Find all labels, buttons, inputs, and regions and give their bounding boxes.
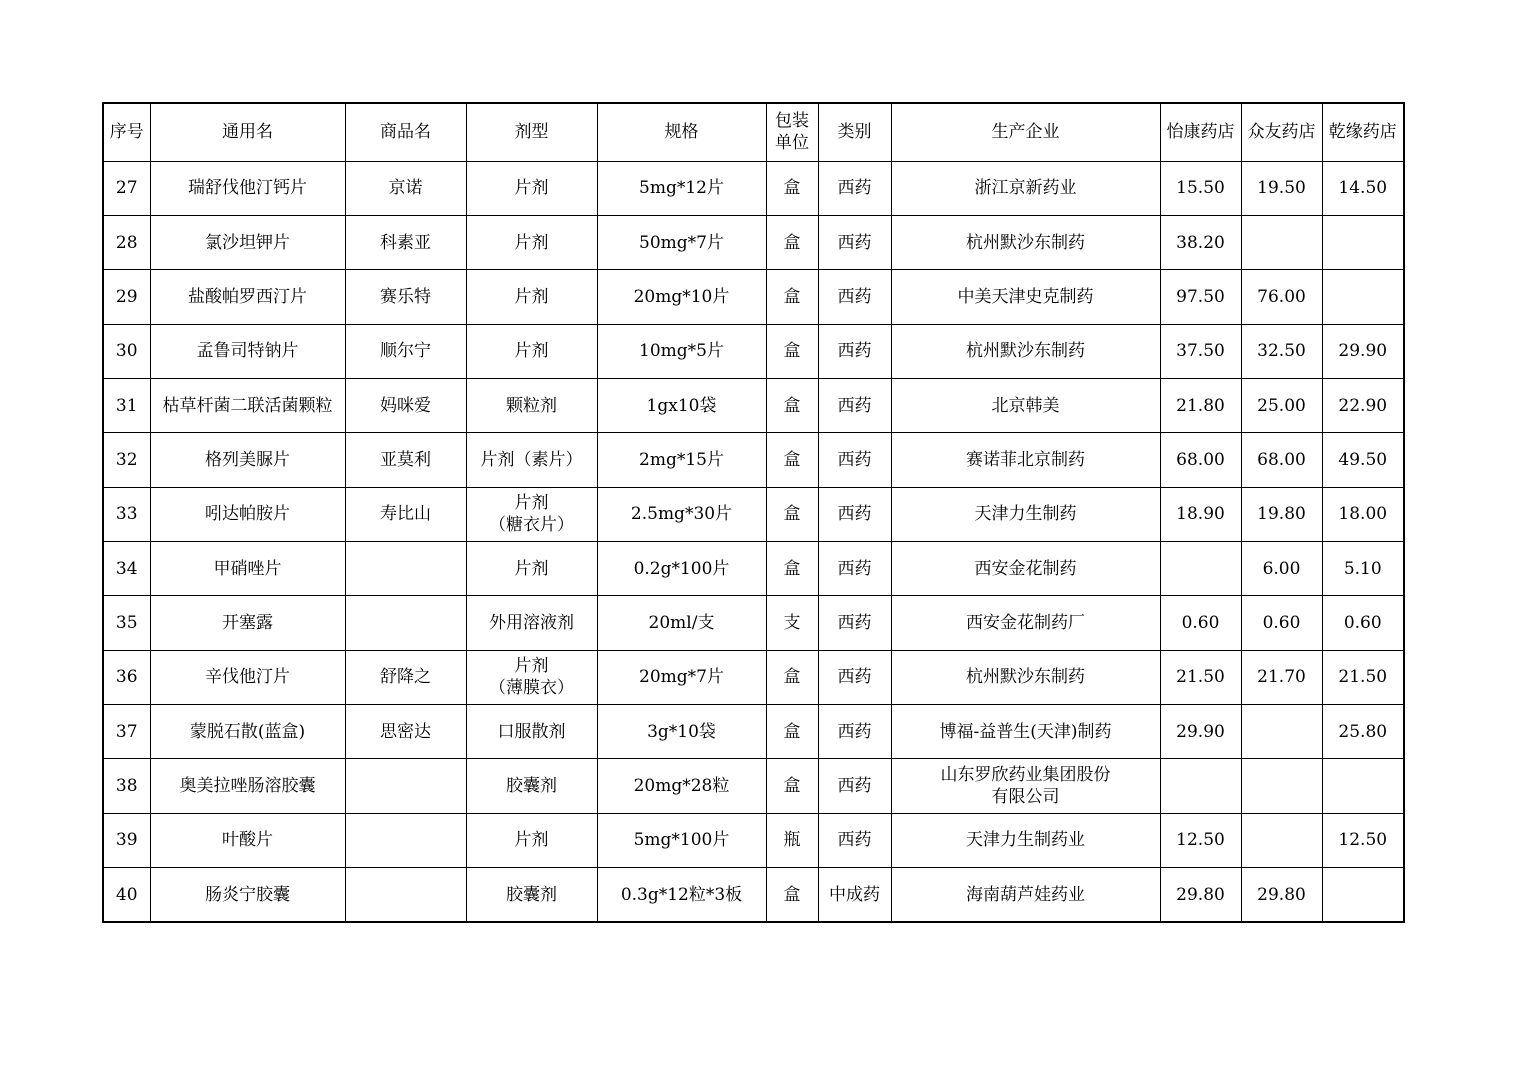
cell-seq-no: 35 [103, 596, 150, 650]
cell-qianyuan-price: 22.90 [1322, 378, 1404, 432]
header-seq-no: 序号 [103, 103, 150, 161]
header-category: 类别 [818, 103, 891, 161]
cell-seq-no: 39 [103, 813, 150, 867]
cell-category: 西药 [818, 487, 891, 541]
cell-manufacturer: 杭州默沙东制药 [891, 324, 1160, 378]
cell-brand-name: 顺尔宁 [345, 324, 466, 378]
cell-dosage-form: 胶囊剂 [466, 759, 597, 813]
table-row [103, 487, 1404, 541]
cell-manufacturer: 山东罗欣药业集团股份 有限公司 [891, 759, 1160, 813]
cell-category: 西药 [818, 650, 891, 704]
cell-generic-name: 辛伐他汀片 [150, 650, 345, 704]
cell-brand-name: 赛乐特 [345, 270, 466, 324]
cell-manufacturer: 杭州默沙东制药 [891, 215, 1160, 269]
table-header [103, 103, 1404, 161]
cell-zhongyou-price: 19.50 [1241, 161, 1322, 215]
cell-dosage-form: 口服散剂 [466, 705, 597, 759]
cell-generic-name: 甲硝唑片 [150, 542, 345, 596]
cell-brand-name [345, 759, 466, 813]
cell-specification: 1gx10袋 [597, 378, 766, 432]
cell-generic-name: 盐酸帕罗西汀片 [150, 270, 345, 324]
cell-package-unit: 瓶 [766, 813, 818, 867]
cell-yikang-price: 12.50 [1160, 813, 1241, 867]
cell-yikang-price: 97.50 [1160, 270, 1241, 324]
cell-brand-name [345, 596, 466, 650]
cell-seq-no: 31 [103, 378, 150, 432]
cell-category: 西药 [818, 759, 891, 813]
cell-generic-name: 枯草杆菌二联活菌颗粒 [150, 378, 345, 432]
header-specification: 规格 [597, 103, 766, 161]
cell-zhongyou-price: 21.70 [1241, 650, 1322, 704]
table-row [103, 705, 1404, 759]
cell-brand-name [345, 542, 466, 596]
cell-category: 中成药 [818, 868, 891, 922]
table-row [103, 161, 1404, 215]
cell-qianyuan-price: 21.50 [1322, 650, 1404, 704]
cell-yikang-price: 15.50 [1160, 161, 1241, 215]
header-qianyuan-price: 乾缘药店 [1322, 103, 1404, 161]
cell-generic-name: 开塞露 [150, 596, 345, 650]
cell-specification: 20ml/支 [597, 596, 766, 650]
cell-package-unit: 盒 [766, 270, 818, 324]
cell-specification: 50mg*7片 [597, 215, 766, 269]
cell-category: 西药 [818, 542, 891, 596]
table-row [103, 759, 1404, 813]
cell-qianyuan-price: 5.10 [1322, 542, 1404, 596]
cell-dosage-form: 片剂 （薄膜衣） [466, 650, 597, 704]
cell-specification: 20mg*7片 [597, 650, 766, 704]
cell-specification: 5mg*100片 [597, 813, 766, 867]
cell-yikang-price [1160, 759, 1241, 813]
header-generic-name: 通用名 [150, 103, 345, 161]
cell-specification: 3g*10袋 [597, 705, 766, 759]
cell-specification: 20mg*10片 [597, 270, 766, 324]
cell-yikang-price [1160, 542, 1241, 596]
cell-category: 西药 [818, 813, 891, 867]
cell-qianyuan-price: 25.80 [1322, 705, 1404, 759]
table-row [103, 813, 1404, 867]
cell-manufacturer: 天津力生制药业 [891, 813, 1160, 867]
cell-generic-name: 叶酸片 [150, 813, 345, 867]
cell-brand-name [345, 813, 466, 867]
cell-dosage-form: 片剂 [466, 215, 597, 269]
cell-manufacturer: 中美天津史克制药 [891, 270, 1160, 324]
cell-generic-name: 奥美拉唑肠溶胶囊 [150, 759, 345, 813]
cell-zhongyou-price [1241, 759, 1322, 813]
cell-yikang-price: 21.80 [1160, 378, 1241, 432]
cell-manufacturer: 西安金花制药厂 [891, 596, 1160, 650]
cell-specification: 2mg*15片 [597, 433, 766, 487]
cell-qianyuan-price [1322, 270, 1404, 324]
table-row [103, 270, 1404, 324]
cell-seq-no: 33 [103, 487, 150, 541]
cell-brand-name: 思密达 [345, 705, 466, 759]
cell-seq-no: 28 [103, 215, 150, 269]
cell-category: 西药 [818, 324, 891, 378]
cell-specification: 0.3g*12粒*3板 [597, 868, 766, 922]
cell-dosage-form: 片剂 [466, 542, 597, 596]
header-row [103, 103, 1404, 161]
cell-category: 西药 [818, 270, 891, 324]
cell-zhongyou-price: 0.60 [1241, 596, 1322, 650]
cell-manufacturer: 天津力生制药 [891, 487, 1160, 541]
cell-zhongyou-price: 68.00 [1241, 433, 1322, 487]
cell-dosage-form: 外用溶液剂 [466, 596, 597, 650]
cell-package-unit: 盒 [766, 705, 818, 759]
cell-dosage-form: 颗粒剂 [466, 378, 597, 432]
cell-brand-name: 科素亚 [345, 215, 466, 269]
header-package-unit: 包装 单位 [766, 103, 818, 161]
cell-generic-name: 孟鲁司特钠片 [150, 324, 345, 378]
cell-generic-name: 蒙脱石散(蓝盒) [150, 705, 345, 759]
cell-category: 西药 [818, 596, 891, 650]
cell-yikang-price: 68.00 [1160, 433, 1241, 487]
header-dosage-form: 剂型 [466, 103, 597, 161]
cell-yikang-price: 38.20 [1160, 215, 1241, 269]
cell-seq-no: 36 [103, 650, 150, 704]
cell-package-unit: 盒 [766, 378, 818, 432]
cell-zhongyou-price: 76.00 [1241, 270, 1322, 324]
table-row [103, 324, 1404, 378]
drug-price-table [102, 102, 1405, 923]
cell-manufacturer: 杭州默沙东制药 [891, 650, 1160, 704]
table-row [103, 596, 1404, 650]
table-row [103, 542, 1404, 596]
cell-zhongyou-price: 6.00 [1241, 542, 1322, 596]
cell-manufacturer: 赛诺菲北京制药 [891, 433, 1160, 487]
cell-specification: 2.5mg*30片 [597, 487, 766, 541]
cell-qianyuan-price: 12.50 [1322, 813, 1404, 867]
cell-dosage-form: 片剂 [466, 270, 597, 324]
header-brand-name: 商品名 [345, 103, 466, 161]
cell-yikang-price: 29.80 [1160, 868, 1241, 922]
header-manufacturer: 生产企业 [891, 103, 1160, 161]
cell-specification: 0.2g*100片 [597, 542, 766, 596]
cell-package-unit: 盒 [766, 487, 818, 541]
cell-package-unit: 盒 [766, 650, 818, 704]
cell-dosage-form: 片剂 （糖衣片） [466, 487, 597, 541]
cell-qianyuan-price [1322, 759, 1404, 813]
cell-specification: 10mg*5片 [597, 324, 766, 378]
cell-dosage-form: 片剂 [466, 324, 597, 378]
cell-yikang-price: 29.90 [1160, 705, 1241, 759]
cell-qianyuan-price: 29.90 [1322, 324, 1404, 378]
cell-seq-no: 37 [103, 705, 150, 759]
cell-manufacturer: 海南葫芦娃药业 [891, 868, 1160, 922]
cell-specification: 5mg*12片 [597, 161, 766, 215]
cell-generic-name: 肠炎宁胶囊 [150, 868, 345, 922]
cell-dosage-form: 片剂 [466, 161, 597, 215]
cell-package-unit: 盒 [766, 324, 818, 378]
cell-category: 西药 [818, 161, 891, 215]
cell-seq-no: 29 [103, 270, 150, 324]
cell-yikang-price: 18.90 [1160, 487, 1241, 541]
cell-package-unit: 支 [766, 596, 818, 650]
cell-qianyuan-price: 14.50 [1322, 161, 1404, 215]
header-yikang-price: 怡康药店 [1160, 103, 1241, 161]
table-row [103, 378, 1404, 432]
cell-yikang-price: 21.50 [1160, 650, 1241, 704]
cell-brand-name: 妈咪爱 [345, 378, 466, 432]
cell-package-unit: 盒 [766, 433, 818, 487]
cell-brand-name: 京诺 [345, 161, 466, 215]
cell-generic-name: 格列美脲片 [150, 433, 345, 487]
cell-zhongyou-price: 32.50 [1241, 324, 1322, 378]
cell-yikang-price: 0.60 [1160, 596, 1241, 650]
cell-package-unit: 盒 [766, 161, 818, 215]
cell-yikang-price: 37.50 [1160, 324, 1241, 378]
cell-package-unit: 盒 [766, 542, 818, 596]
cell-generic-name: 吲达帕胺片 [150, 487, 345, 541]
table-row [103, 650, 1404, 704]
cell-qianyuan-price [1322, 868, 1404, 922]
header-zhongyou-price: 众友药店 [1241, 103, 1322, 161]
cell-seq-no: 34 [103, 542, 150, 596]
cell-brand-name: 寿比山 [345, 487, 466, 541]
table-row [103, 215, 1404, 269]
cell-category: 西药 [818, 215, 891, 269]
cell-zhongyou-price [1241, 813, 1322, 867]
cell-seq-no: 32 [103, 433, 150, 487]
table-row [103, 868, 1404, 922]
cell-zhongyou-price: 25.00 [1241, 378, 1322, 432]
cell-dosage-form: 胶囊剂 [466, 868, 597, 922]
cell-qianyuan-price: 18.00 [1322, 487, 1404, 541]
cell-zhongyou-price [1241, 215, 1322, 269]
cell-zhongyou-price: 19.80 [1241, 487, 1322, 541]
cell-generic-name: 氯沙坦钾片 [150, 215, 345, 269]
cell-brand-name [345, 868, 466, 922]
cell-manufacturer: 北京韩美 [891, 378, 1160, 432]
cell-generic-name: 瑞舒伐他汀钙片 [150, 161, 345, 215]
cell-seq-no: 40 [103, 868, 150, 922]
cell-qianyuan-price: 49.50 [1322, 433, 1404, 487]
cell-brand-name: 亚莫利 [345, 433, 466, 487]
cell-package-unit: 盒 [766, 759, 818, 813]
cell-seq-no: 30 [103, 324, 150, 378]
cell-brand-name: 舒降之 [345, 650, 466, 704]
cell-dosage-form: 片剂（素片） [466, 433, 597, 487]
cell-category: 西药 [818, 705, 891, 759]
cell-qianyuan-price: 0.60 [1322, 596, 1404, 650]
cell-package-unit: 盒 [766, 868, 818, 922]
cell-category: 西药 [818, 433, 891, 487]
cell-qianyuan-price [1322, 215, 1404, 269]
cell-seq-no: 38 [103, 759, 150, 813]
cell-zhongyou-price [1241, 705, 1322, 759]
cell-manufacturer: 博福-益普生(天津)制药 [891, 705, 1160, 759]
cell-manufacturer: 浙江京新药业 [891, 161, 1160, 215]
cell-manufacturer: 西安金花制药 [891, 542, 1160, 596]
cell-package-unit: 盒 [766, 215, 818, 269]
table-body [103, 161, 1404, 922]
table-row [103, 433, 1404, 487]
cell-specification: 20mg*28粒 [597, 759, 766, 813]
cell-seq-no: 27 [103, 161, 150, 215]
cell-category: 西药 [818, 378, 891, 432]
cell-zhongyou-price: 29.80 [1241, 868, 1322, 922]
cell-dosage-form: 片剂 [466, 813, 597, 867]
